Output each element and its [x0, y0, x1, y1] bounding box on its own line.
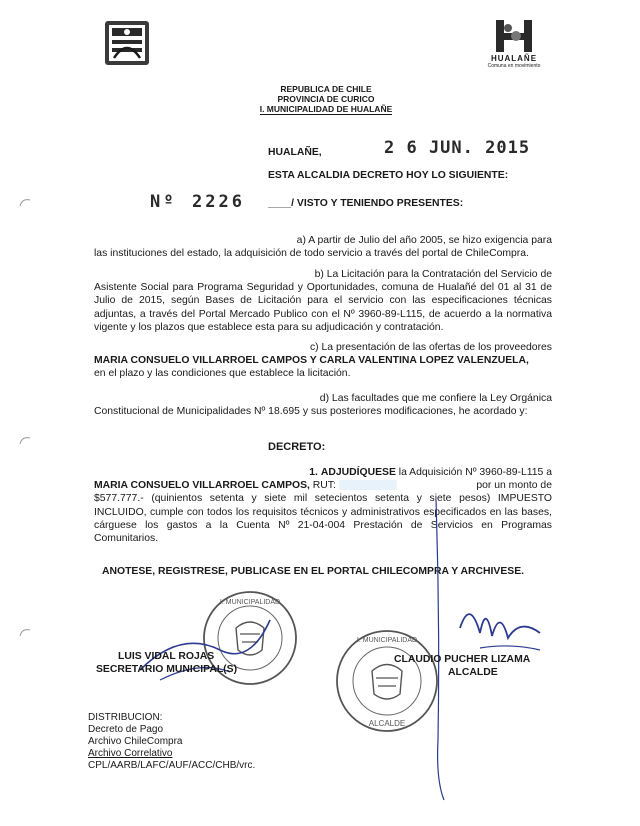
signer-left-title: SECRETARIO MUNICIPAL(S) [96, 664, 238, 675]
consideration-d-rest: Constitucional de Municipalidades Nº 18.695 y sus posteriores modificaciones, he acordado y: [94, 406, 528, 418]
consideration-c [94, 341, 552, 381]
resolution-lead-rest: la Adquisición Nº 3960-89-L115 a [398, 467, 552, 478]
consideration-b [94, 268, 552, 334]
hualane-logo-icon [486, 16, 546, 56]
decree-heading: DECRETO: [268, 441, 326, 453]
consideration-c-lead: c) La presentación de las ofertas de los proveedores [309, 342, 552, 353]
signer-right-title: ALCALDE [448, 667, 498, 678]
signer-left-name: LUIS VIDAL ROJAS [118, 651, 215, 662]
resolution-num: 1. [309, 467, 318, 478]
decree-number: 2226 [192, 192, 245, 212]
institution-line-1: REPUBLICA DE CHILE [280, 84, 372, 94]
resolution-verb: ADJUDÍQUESE [320, 467, 396, 478]
distribution-item: CPL/AARB/LAFC/AUF/ACC/CHB/vrc. [88, 760, 256, 771]
signer-right-name: CLAUDIO PUCHER LIZAMA [394, 654, 531, 665]
consideration-a-lead: a) A partir de Julio del año 2005, se hizo exigencia para [296, 235, 552, 246]
closing-statement: ANOTESE, REGISTRESE, PUBLICASE EN EL PORTAL CHILECOMPRA Y ARCHIVESE. [102, 566, 525, 577]
signature-left-block [96, 650, 237, 676]
resolution-name-line [94, 479, 552, 492]
signature-right-block [394, 653, 530, 679]
decree-number-prefix: Nº [150, 192, 177, 212]
consideration-c-names: MARIA CONSUELO VILLARROEL CAMPOS Y CARLA VALENTINA LOPEZ VALENZUELA, [94, 355, 529, 367]
consideration-d-lead: d) Las facultades que me confiere la Ley Orgánica [319, 393, 552, 404]
visto-heading: ____/ VISTO Y TENIENDO PRESENTES: [268, 198, 464, 209]
consideration-c-rest: en el plazo y las condiciones que establece la licitación. [94, 368, 351, 380]
distribution-list [88, 712, 255, 772]
punch-hole-mark [18, 196, 32, 210]
place: HUALAÑE, [268, 147, 322, 158]
consideration-d [94, 392, 552, 418]
consideration-b-rest: Asistente Social para Programa Seguridad y Oportunidades, comuna de Hualañé del 01 al 31 de Julio de 2015, según Bases de Licitación para el servicio con las especificaciones técnicas adjuntas, a través del Portal Mercado Publico con el Nº 3960-89-L115, de acuerdo a la normativa vigente y los plazos que establece esta para su adjudicación y contratación. [94, 282, 552, 333]
punch-hole-mark [18, 434, 32, 448]
resolution-name: MARIA CONSUELO VILLARROEL CAMPOS, [94, 480, 310, 492]
resolution-1 [94, 466, 552, 545]
institution-line-2: PROVINCIA DE CURICO [277, 94, 375, 104]
distribution-item: Archivo Correlativo [88, 748, 173, 759]
distribution-item: Archivo ChileCompra [88, 736, 183, 747]
distribution-title: DISTRIBUCION: [88, 712, 163, 723]
decree-intro: ESTA ALCALDIA DECRETO HOY LO SIGUIENTE: [268, 170, 509, 181]
date-stamp: 2 6 JUN. 2015 [384, 138, 531, 158]
resolution-rest: $577.777.- (quinientos setenta y siete mil setecientos setenta y siete pesos) IMPUESTO INCLUIDO, cumple con todos los requisitos técnicos y administrativos especificados en las bases, cárguese los gastos a la Cuenta Nº 21-04-004 Prestación de Servicios en Programas Comunitarios. [94, 493, 552, 545]
rut-label: RUT: [312, 480, 336, 492]
rut-redaction [339, 480, 397, 490]
consideration-b-lead: b) La Licitación para la Contratación del Servicio de [314, 269, 552, 280]
punch-hole-mark [18, 626, 32, 640]
hualane-logo [486, 16, 546, 70]
logo-tagline: Comuna en movimiento [487, 63, 541, 69]
coat-of-arms-icon [104, 20, 150, 66]
stamp-right-ring-text: I. MUNICIPALIDAD [356, 637, 418, 644]
logo-name: HUALAÑE [490, 54, 538, 63]
consideration-a-rest: las instituciones del estado, la adquisición de todo servicio a través del portal de ChileCompra. [94, 248, 529, 260]
institution-line-3: I. MUNICIPALIDAD DE HUALAÑE [259, 104, 393, 114]
consideration-a [94, 234, 552, 260]
distribution-item: Decreto de Pago [88, 724, 164, 735]
resolution-lead [94, 466, 552, 479]
stamp-right-bottom-text: ALCALDE [368, 719, 406, 728]
resolution-after-rut: por un monto de [476, 480, 552, 492]
institution-header [246, 84, 406, 115]
signature-initial-line [426, 500, 456, 800]
stamp-left-ring-text: I. MUNICIPALIDAD [219, 599, 281, 606]
